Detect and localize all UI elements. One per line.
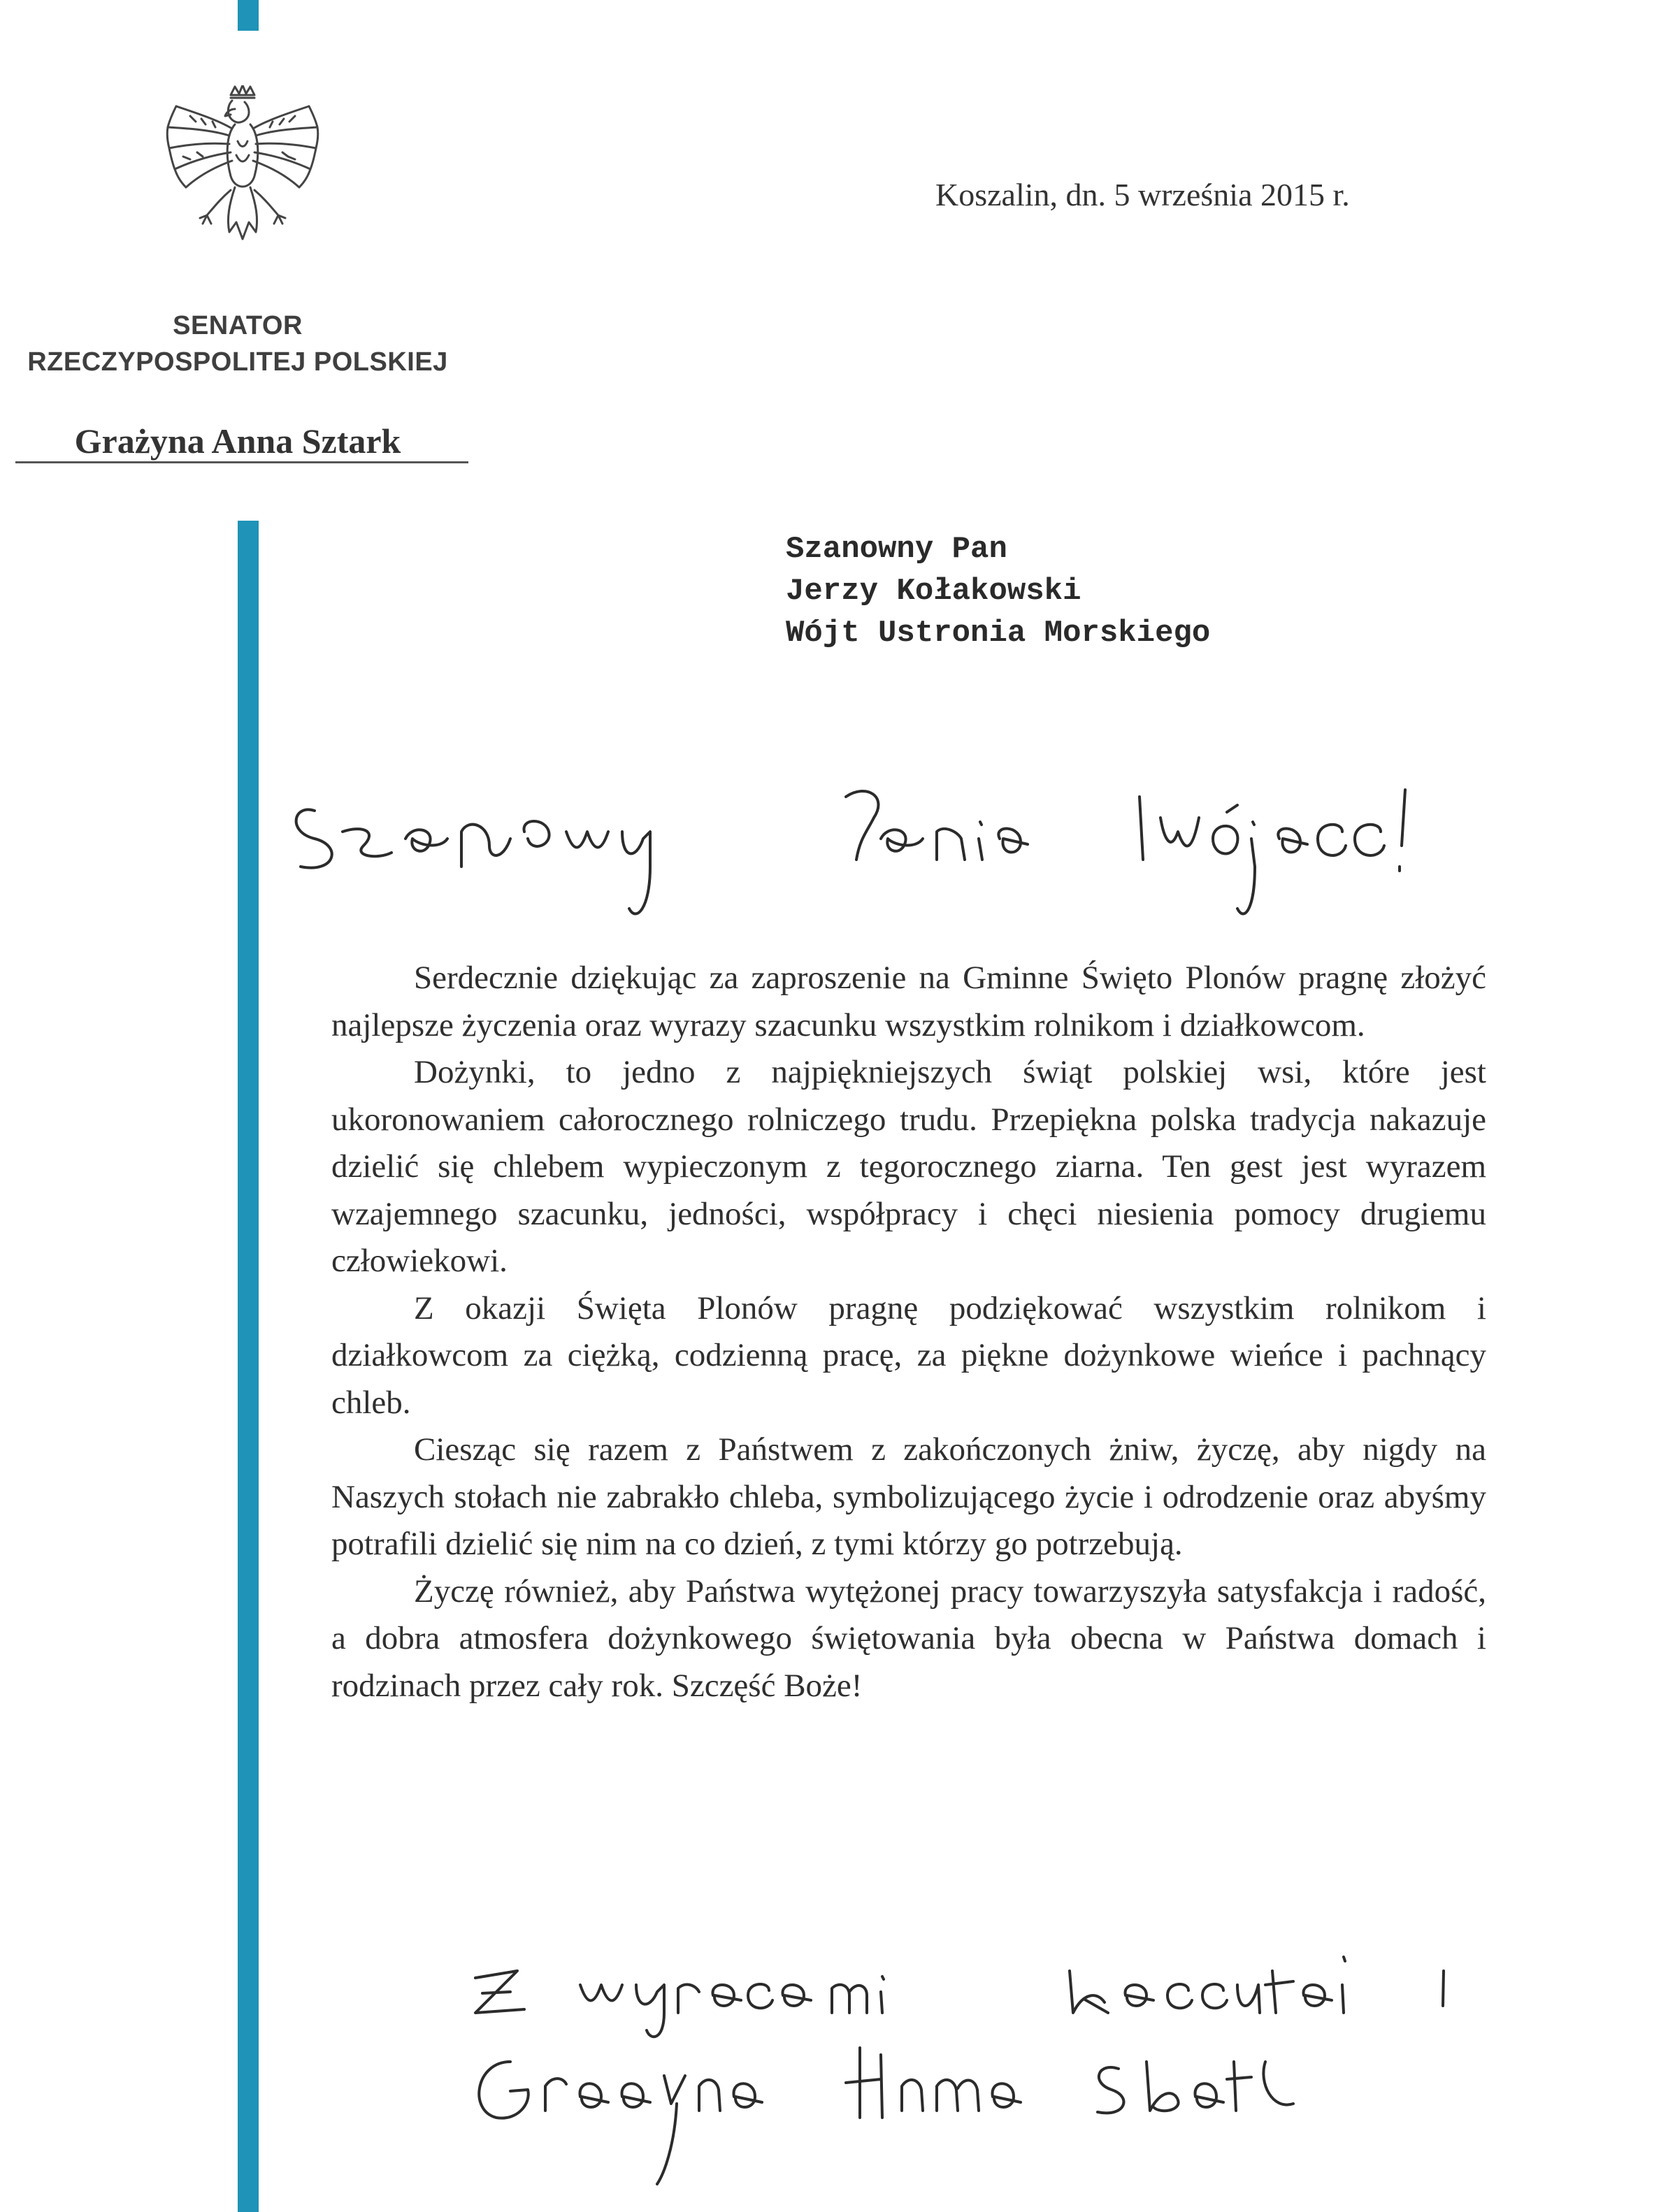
handwritten-signature bbox=[454, 2034, 1468, 2195]
body-paragraph: Dożynki, to jedno z najpiękniejszych świąt polskiej wsi, które jest ukoronowaniem całorocznego rolniczego trudu. Przepiękna polska tradycja nakazuje dzielić się chlebem wypieczonym z tegorocznego ziarna. Ten gest jest wyrazem wzajemnego szacunku, jedności, współpracy i chęci niesienia pomocy drugiemu człowiekowi. bbox=[331, 1054, 1486, 1279]
accent-bar-left bbox=[238, 521, 259, 2212]
office-line-1: SENATOR bbox=[173, 311, 303, 340]
letter-body bbox=[331, 955, 1486, 1709]
date-line: Koszalin, dn. 5 września 2015 r. bbox=[935, 177, 1350, 212]
body-paragraph: Życzę również, aby Państwa wytężonej pracy towarzyszyła satysfakcja i radość, a dobra atmosfera dożynkowego świętowania była obecna w Państwa domach i rodzinach przez cały rok. Szczęść Boże! bbox=[331, 1573, 1486, 1704]
accent-bar-top bbox=[238, 0, 259, 31]
handwritten-salutation bbox=[273, 755, 1503, 964]
recipient-line-3: Wójt Ustronia Morskiego bbox=[786, 616, 1211, 651]
body-paragraph: Serdecznie dziękując za zaproszenie na Gminne Święto Plonów pragnę złożyć najlepsze życzenia oraz wyrazy szacunku wszystkim rolnikom i działkowcom. bbox=[331, 960, 1486, 1043]
letterhead-name: Grażyna Anna Sztark bbox=[74, 421, 401, 461]
office-line-2: RZECZYPOSPOLITEJ POLSKIEJ bbox=[27, 347, 448, 377]
recipient-block bbox=[786, 528, 1210, 654]
eagle-emblem-icon bbox=[162, 85, 323, 264]
recipient-line-1: Szanowny Pan bbox=[786, 532, 1007, 567]
body-paragraph: Ciesząc się razem z Państwem z zakończonych żniw, życzę, aby nigdy na Naszych stołach nie zabrakło chleba, symbolizującego życie i odrodzenie oraz abyśmy potrafili dzielić się nim na co dzień, z tymi którzy go potrzebują. bbox=[331, 1431, 1486, 1562]
recipient-line-2: Jerzy Kołakowski bbox=[786, 574, 1081, 609]
letterhead-office bbox=[14, 308, 461, 380]
body-paragraph: Z okazji Święta Plonów pragnę podziękować wszystkim rolnikom i działkowcom za ciężką, codzienną pracę, za piękne dożynkowe wieńce i pachnący chleb. bbox=[331, 1289, 1486, 1421]
name-underline bbox=[15, 461, 468, 463]
handwritten-closing bbox=[454, 1943, 1468, 2041]
handwritten-mark bbox=[1433, 1964, 1454, 2020]
